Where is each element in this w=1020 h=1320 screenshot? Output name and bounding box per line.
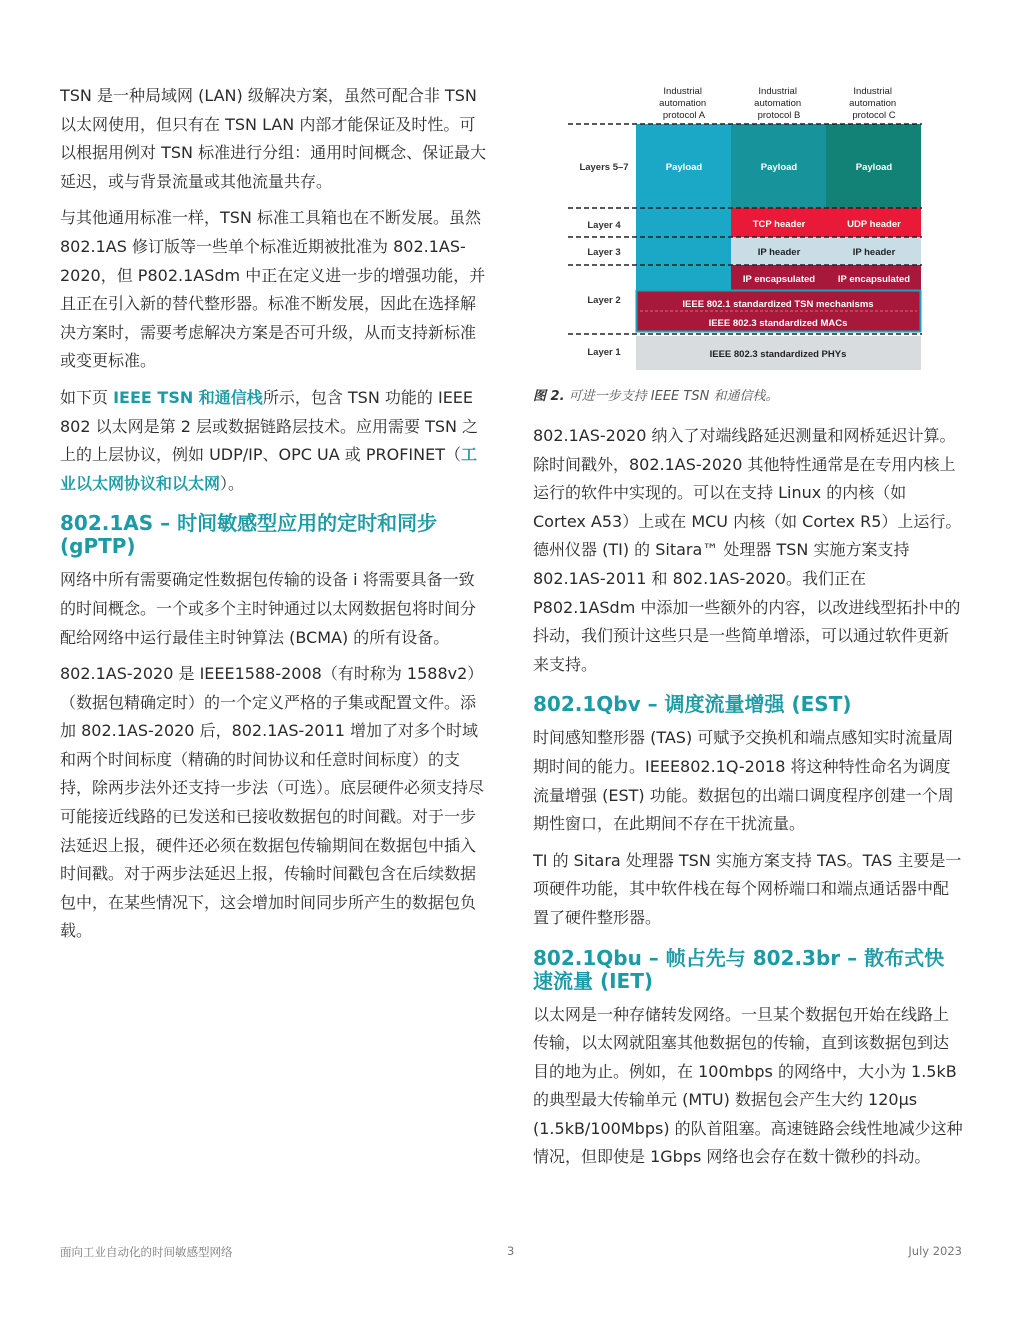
heading-gptp: 802.1AS – 时间敏感型应用的定时和同步 (gPTP): [60, 511, 438, 559]
column-header-a: [659, 86, 709, 121]
macs-label: IEEE 802.3 standardized MACs: [708, 318, 848, 329]
link-tsn-stack[interactable]: IEEE TSN 和通信栈: [113, 387, 263, 407]
column-header-c: [849, 86, 899, 121]
paragraph: 802.1AS-2020 纳入了对端线路延迟测量和网桥延迟计算。除时间戳外，802.1AS-2020 其他特性通常是在专用内核上运行的软件中实现的。可以在支持 Linux 的内核（如 Cortex A53）上或在 MCU 内核（如 Cortex R5）上运行。德州仪器 (TI) 的 Sitara™ 处理器 TSN 实施方案支持 802.1AS-2011 和 802.1AS-2020。我们正在 P802.1ASdm 中添加一些额外的内容，以改进线型拓扑中的抖动，我们预计这些只是一些简单增添，可以通过软件更新来支持。: [533, 426, 962, 674]
right-column: [533, 422, 963, 1180]
payload-b-label: Payload: [760, 162, 798, 173]
heading-qbv: 802.1Qbv – 调度流量增强 (EST): [533, 692, 852, 717]
header-line: Industrial: [663, 86, 702, 97]
heading-qbu: 802.1Qbu – 帧占先与 802.3br – 散布式快速流量 (IET): [533, 945, 945, 993]
link-industrial-ethernet[interactable]: 工业以太网协议和以太网: [60, 445, 478, 493]
paragraph: 时间感知整形器 (TAS) 可赋予交换机和端点感知实时流量周期时间的能力。IEEE802.1Q-2018 将这种特性命名为调度流量增强 (EST) 功能。数据包的出端口调度程序创建一个周期性窗口，在此期间不存在干扰流量。: [533, 728, 954, 834]
paragraph: 网络中所有需要确定性数据包传输的设备 i 将需要具备一致的时间概念。一个或多个主时钟通过以太网数据包将时间分配给网络中运行最佳主时钟算法 (BCMA) 的所有设备。: [60, 570, 477, 647]
paragraph: 以太网是一种存储转发网络。一旦某个数据包开始在线路上传输，以太网就阻塞其他数据包的传输，直到该数据包到达目的地为止。例如，在 100mbps 的网络中，大小为 1.5kB 的典型最大传输单元 (MTU) 数据包会产生大约 120µs (1.5kB/100Mbps) 的队首阻塞。高速链路会线性地减少这种情况，但即使是 1Gbps 网络也会存在数十微秒的抖动。: [533, 1004, 963, 1167]
header-line: automation: [849, 98, 897, 109]
tsn-mechanisms-label: IEEE 802.1 standardized TSN mechanisms: [682, 299, 874, 310]
layer-label-4: Layer 4: [587, 220, 621, 231]
paragraph: TI 的 Sitara 处理器 TSN 实施方案支持 TAS。TAS 主要是一项硬件功能，其中软件栈在每个网桥端口和端点通话器中配置了硬件整形器。: [533, 850, 962, 927]
figure-caption: [533, 385, 778, 404]
header-line: Industrial: [853, 86, 892, 97]
layer4-a-block: [636, 208, 731, 237]
layer-label-2: Layer 2: [587, 295, 621, 306]
layer-label-1: Layer 1: [587, 347, 621, 358]
layer2-a-block: [636, 265, 731, 290]
ip-header-c-label: IP header: [852, 247, 896, 258]
payload-a-label: Payload: [665, 162, 703, 173]
paragraph: TSN 是一种局域网 (LAN) 级解决方案，虽然可配合非 TSN 以太网使用，但只有在 TSN LAN 内部才能保证及时性。可以根据用例对 TSN 标准进行分组：通用时间概念、保证最大延迟，或与背景流量或其他流量共存。: [60, 86, 487, 191]
payload-c-label: Payload: [855, 162, 893, 173]
text: 如下页: [60, 387, 114, 407]
udp-header-label: UDP header: [847, 219, 901, 230]
page-number: 3: [507, 1244, 515, 1258]
header-line: protocol C: [852, 110, 896, 121]
header-line: protocol A: [662, 110, 706, 121]
layer-label-5-7: Layers 5–7: [579, 162, 629, 173]
footer-title: 面向工业自动化的时间敏感型网络: [60, 1245, 233, 1259]
header-line: automation: [754, 98, 802, 109]
left-column: [60, 82, 490, 954]
header-line: automation: [659, 98, 707, 109]
phys-label: IEEE 802.3 standardized PHYs: [709, 349, 847, 360]
ip-encap-b-label: IP encapsulated: [742, 274, 816, 285]
text: ）。: [220, 473, 245, 493]
header-line: protocol B: [757, 110, 801, 121]
tcp-header-label: TCP header: [752, 219, 806, 230]
paragraph: [60, 384, 490, 498]
column-header-b: [754, 86, 804, 121]
layer-label-3: Layer 3: [587, 247, 621, 258]
footer-date: July 2023: [908, 1244, 962, 1258]
ip-header-b-label: IP header: [757, 247, 801, 258]
ip-encap-c-label: IP encapsulated: [837, 274, 911, 285]
tsn-stack-figure: [560, 84, 926, 372]
header-line: Industrial: [758, 86, 797, 97]
caption-label: 图 2.: [533, 389, 565, 404]
caption-text: 可进一步支持 IEEE TSN 和通信栈。: [564, 389, 779, 404]
text: 所示，包含 TSN 功能的 IEEE 802 以太网是第 2 层或数据链路层技术。应用需要 TSN 之上的上层协议，例如 UDP/IP、OPC UA 或 PROFINET（: [60, 387, 479, 465]
paragraph: 802.1AS-2020 是 IEEE1588-2008（有时称为 1588v2）（数据包精确定时）的一个定义严格的子集或配置文件。添加 802.1AS-2020 后，802.1AS-2011 增加了对多个时域和两个时间标度（精确的时间协议和任意时间标度）的支持，除两步法外还支持一步法（可选）。底层硬件必须支持尽可能接近线路的已发送和已接收数据包的时间戳。对于一步法延迟上报，硬件还必须在数据包传输期间在数据包中插入时间戳。对于两步法延迟上报，传输时间戳包含在后续数据包中，在某些情况下，这会增加时间同步所产生的数据包负载。: [60, 664, 485, 941]
layer3-a-block: [636, 237, 731, 265]
paragraph: 与其他通用标准一样，TSN 标准工具箱也在不断发展。虽然 802.1AS 修订版等一些单个标准近期被批准为 802.1AS-2020，但 P802.1ASdm 中正在定义进一步的增强功能，并且正在引入新的替代整形器。标准不断发展，因此在选择解决方案时，需要考虑解决方案是否可升级，从而支持新标准或变更标准。: [60, 208, 486, 371]
